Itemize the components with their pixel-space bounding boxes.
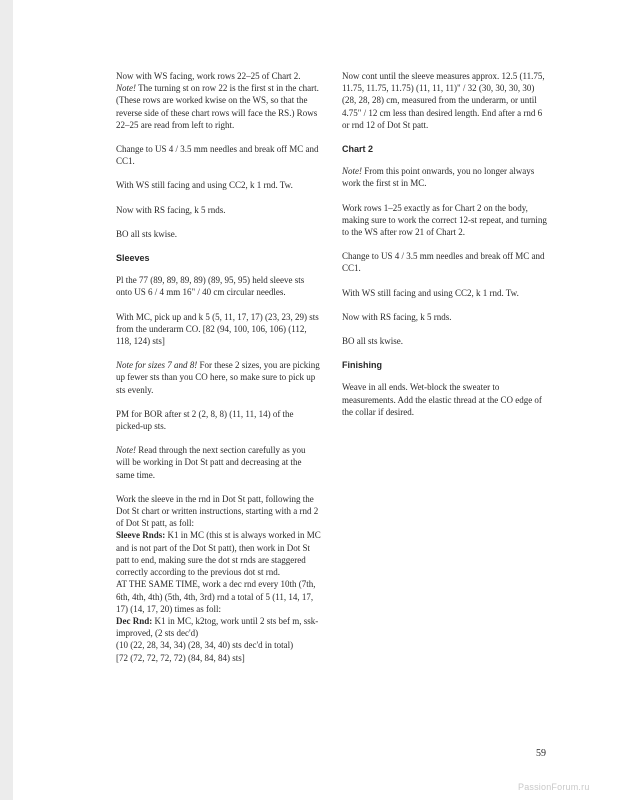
right-column bbox=[342, 70, 548, 430]
paragraph-chart2-note bbox=[342, 165, 548, 189]
section-heading-finishing: Finishing bbox=[342, 360, 382, 371]
section-heading-chart-2: Chart 2 bbox=[342, 144, 374, 155]
note-text: From this point onwards, you no longer always work the first st in MC. bbox=[342, 166, 535, 189]
note-label: Note! bbox=[116, 445, 136, 456]
sleeve-rnds-line bbox=[116, 529, 321, 578]
paragraph-sleeve-instructions bbox=[116, 493, 321, 664]
sts-decreased-total: (10 (22, 28, 34, 34) (28, 34, 40) sts dec'd in total) bbox=[116, 640, 294, 651]
note-text: For these 2 sizes, you are picking up fewer sts than you CO here, so make sure to pick up sts evenly. bbox=[116, 360, 320, 395]
page-margin-bar bbox=[0, 0, 13, 800]
paragraph-note-read-through bbox=[116, 444, 321, 481]
paragraph-sleeve-length: Now cont until the sleeve measures approx. 12.5 (11.75, 11.75, 11.75, 11.75) (11, 11, 11)" / 32 (30, 30, 30, 30) (28, 28, 28) cm, measured from the underarm, or until 4.75" / 12 cm less than desired length. End after a rnd 6 or rnd 12 of Dot St patt. bbox=[342, 71, 545, 130]
sts-remaining: [72 (72, 72, 72, 72) (84, 84, 84) sts] bbox=[116, 652, 245, 663]
dec-rnd-text: K1 in MC, k2tog, work until 2 sts bef m, ssk-improved, (2 sts dec'd) bbox=[116, 615, 319, 639]
sleeve-rnds-text: K1 in MC (this st is always worked in MC and is not part of the Dot St patt), then work in Dot St patt to end, making sure the dot st rnds are staggered correctly according to the previous dot st rnd. bbox=[116, 530, 321, 578]
paragraph-change-needles-2: Change to US 4 / 3.5 mm needles and break off MC and CC1. bbox=[342, 251, 545, 274]
paragraph-finishing: Weave in all ends. Wet-block the sweater to measurements. Add the elastic thread at the CO edge of the collar if desired. bbox=[342, 382, 542, 417]
note-label: Note! bbox=[342, 166, 362, 177]
note-label: Note! bbox=[116, 83, 136, 94]
paragraph-ws-facing-2: With WS still facing and using CC2, k 1 rnd. Tw. bbox=[342, 287, 519, 298]
paragraph-bind-off-2: BO all sts kwise. bbox=[342, 336, 404, 347]
paragraph-rs-facing: Now with RS facing, k 5 rnds. bbox=[116, 204, 226, 215]
left-column bbox=[116, 70, 321, 676]
watermark: PassionForum.ru bbox=[518, 782, 590, 792]
paragraph-change-needles: Change to US 4 / 3.5 mm needles and break off MC and CC1. bbox=[116, 144, 319, 167]
dec-rnd-line bbox=[116, 615, 321, 639]
same-time-text: AT THE SAME TIME, work a dec rnd every 10th (7th, 6th, 4th, 4th) (5th, 4th, 3rd) rnd a total of 5 (11, 14, 17, 17) (14, 17, 20) times as foll: bbox=[116, 579, 316, 614]
paragraph-work-rows-22-25 bbox=[116, 70, 321, 131]
paragraph-work-rows-1-25: Work rows 1–25 exactly as for Chart 2 on the body, making sure to work the correct 12-st repeat, and turning to the WS after row 21 of Chart 2. bbox=[342, 202, 547, 238]
paragraph-text: Now with WS facing, work rows 22–25 of Chart 2. bbox=[116, 71, 301, 81]
note-text: The turning st on row 22 is the first st in the chart. (These rows are worked kwise on the WS, so that the reverse side of these chart rows will face the RS.) Rows 22–25 are read from left to right. bbox=[116, 83, 319, 130]
paragraph-rs-facing-2: Now with RS facing, k 5 rnds. bbox=[342, 311, 452, 322]
section-heading-sleeves: Sleeves bbox=[116, 253, 150, 264]
note-text: Read through the next section carefully as you will be working in Dot St patt and decreasing at the same time. bbox=[116, 445, 306, 480]
intro-text: Work the sleeve in the rnd in Dot St patt, following the Dot St chart or written instructions, starting with a rnd 2 of Dot St patt, as foll: bbox=[116, 493, 319, 529]
paragraph-note-sizes bbox=[116, 359, 321, 396]
note-label: Note for sizes 7 and 8! bbox=[116, 360, 198, 371]
paragraph-ws-facing: With WS still facing and using CC2, k 1 rnd. Tw. bbox=[116, 180, 293, 191]
paragraph-bind-off: BO all sts kwise. bbox=[116, 228, 178, 239]
paragraph-pm-bor: PM for BOR after st 2 (2, 8, 8) (11, 11, 14) of the picked-up sts. bbox=[116, 408, 294, 432]
paragraph-place-sleeve-sts: Pl the 77 (89, 89, 89, 89) (89, 95, 95) held sleeve sts onto US 6 / 4 mm 16" / 40 cm circular needles. bbox=[116, 275, 305, 298]
paragraph-pick-up: With MC, pick up and k 5 (5, 11, 17, 17) (23, 23, 29) sts from the underarm CO. [82 (94, 100, 106, 106) (112, 118, 124) sts] bbox=[116, 311, 319, 347]
dec-rnd-label: Dec Rnd: bbox=[116, 615, 153, 626]
sleeve-rnds-label: Sleeve Rnds: bbox=[116, 530, 166, 541]
page-number: 59 bbox=[536, 748, 546, 759]
